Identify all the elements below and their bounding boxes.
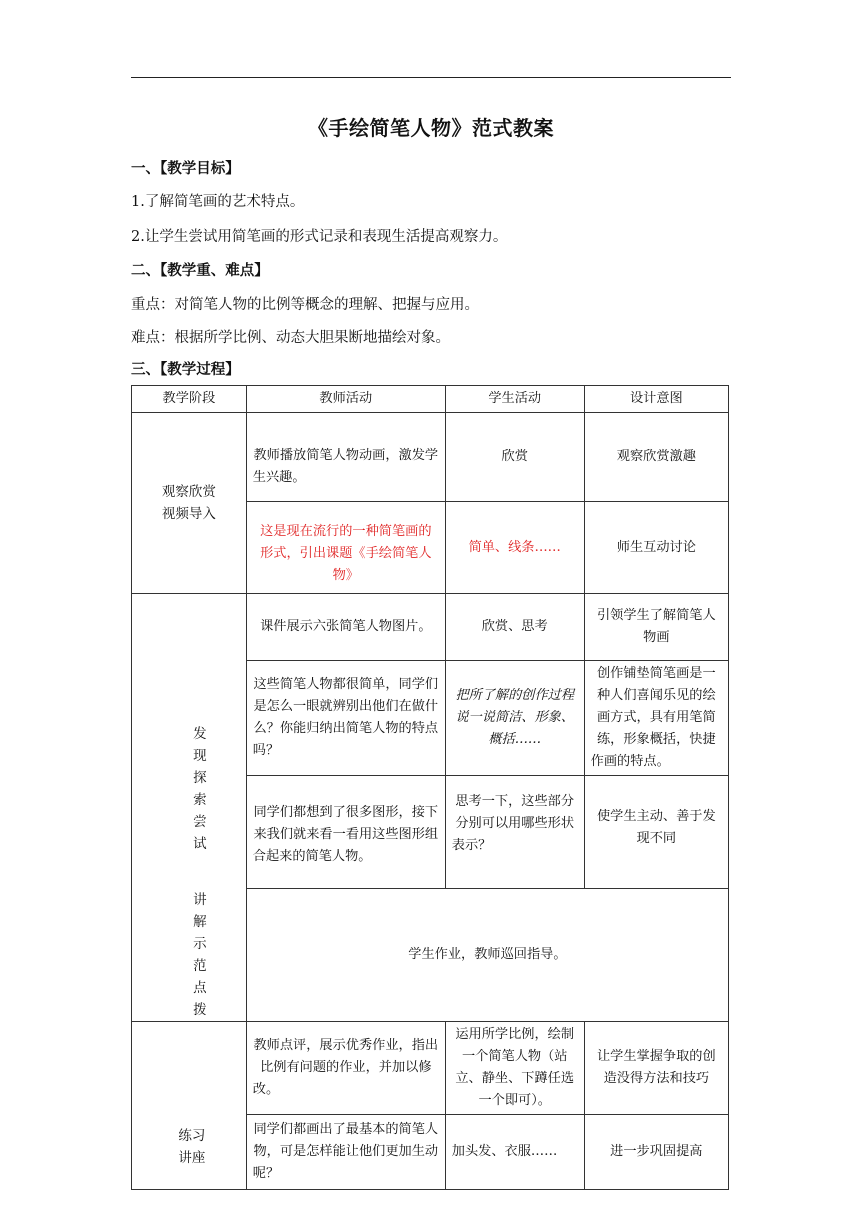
student-activity: 思考一下，这些部分分别可以用哪些形状表示？ xyxy=(445,776,584,889)
teacher-activity: 同学们都画出了最基本的简笔人物，可是怎样能让他们更加生动呢？ xyxy=(246,1114,445,1189)
student-activity: 欣赏、思考 xyxy=(445,594,584,661)
difficult-point: 难点：根据所学比例、动态大胆果断地描绘对象。 xyxy=(131,330,450,346)
design-intent: 创作铺垫简笔画是一种人们喜闻乐见的绘画方式，具有用笔简练，形象概括，快捷作画的特点。 xyxy=(584,661,728,776)
table-header-row xyxy=(132,386,729,413)
header-stage: 教学阶段 xyxy=(132,386,247,413)
design-intent: 进一步巩固提高 xyxy=(584,1114,728,1189)
goal-1: 1.了解简笔画的艺术特点。 xyxy=(131,194,305,210)
goals-heading: 一、【教学目标】 xyxy=(131,160,240,177)
table-row xyxy=(132,413,729,502)
student-activity: 加头发、衣服…… xyxy=(445,1114,584,1189)
stage-cell: 观察欣赏视频导入 xyxy=(132,413,247,594)
design-intent: 让学生掌握争取的创造没得方法和技巧 xyxy=(584,1021,728,1114)
header-teacher: 教师活动 xyxy=(246,386,445,413)
teacher-activity: 教师播放简笔人物动画，激发学生兴趣。 xyxy=(246,413,445,502)
teaching-process-table xyxy=(131,385,729,1190)
student-activity: 运用所学比例，绘制一个简笔人物（站立、静坐、下蹲任选一个即可）。 xyxy=(445,1021,584,1114)
table-row xyxy=(132,1021,729,1114)
student-activity: 把所了解的创作过程说一说简洁、形象、概括…… xyxy=(445,661,584,776)
header-rule xyxy=(131,77,731,78)
document-title: 《手绘简笔人物》范式教案 xyxy=(308,116,554,140)
stage-cell: 讲解示范点拨 xyxy=(132,889,247,1022)
stage-cell: 练习讲座 xyxy=(132,1021,247,1189)
goal-2: 2.让学生尝试用简笔画的形式记录和表现生活提高观察力。 xyxy=(131,229,508,245)
teacher-activity: 课件展示六张简笔人物图片。 xyxy=(246,594,445,661)
merged-activity: 学生作业，教师巡回指导。 xyxy=(246,889,728,1022)
process-heading: 三、【教学过程】 xyxy=(131,361,240,378)
design-intent: 使学生主动、善于发现不同 xyxy=(584,776,728,889)
teacher-activity: 这是现在流行的一种简笔画的形式，引出课题《手绘简笔人物》 xyxy=(246,502,445,594)
stage-cell: 发现探索尝试 xyxy=(132,594,247,889)
design-intent: 观察欣赏激趣 xyxy=(584,413,728,502)
teacher-activity: 同学们都想到了很多图形，接下来我们就来看一看用这些图形组合起来的简笔人物。 xyxy=(246,776,445,889)
header-intent: 设计意图 xyxy=(584,386,728,413)
header-student: 学生活动 xyxy=(445,386,584,413)
key-points-heading: 二、【教学重、难点】 xyxy=(131,262,269,279)
table-row xyxy=(132,594,729,661)
design-intent: 师生互动讨论 xyxy=(584,502,728,594)
design-intent: 引领学生了解简笔人物画 xyxy=(584,594,728,661)
table-row xyxy=(132,889,729,1022)
teacher-activity: 教师点评，展示优秀作业，指出比例有问题的作业，并加以修改。 xyxy=(246,1021,445,1114)
key-point: 重点：对简笔人物的比例等概念的理解、把握与应用。 xyxy=(131,297,479,313)
student-activity: 欣赏 xyxy=(445,413,584,502)
teacher-activity: 这些简笔人物都很简单，同学们是怎么一眼就辨别出他们在做什么？你能归纳出简笔人物的特点吗？ xyxy=(246,661,445,776)
student-activity: 简单、线条…… xyxy=(445,502,584,594)
